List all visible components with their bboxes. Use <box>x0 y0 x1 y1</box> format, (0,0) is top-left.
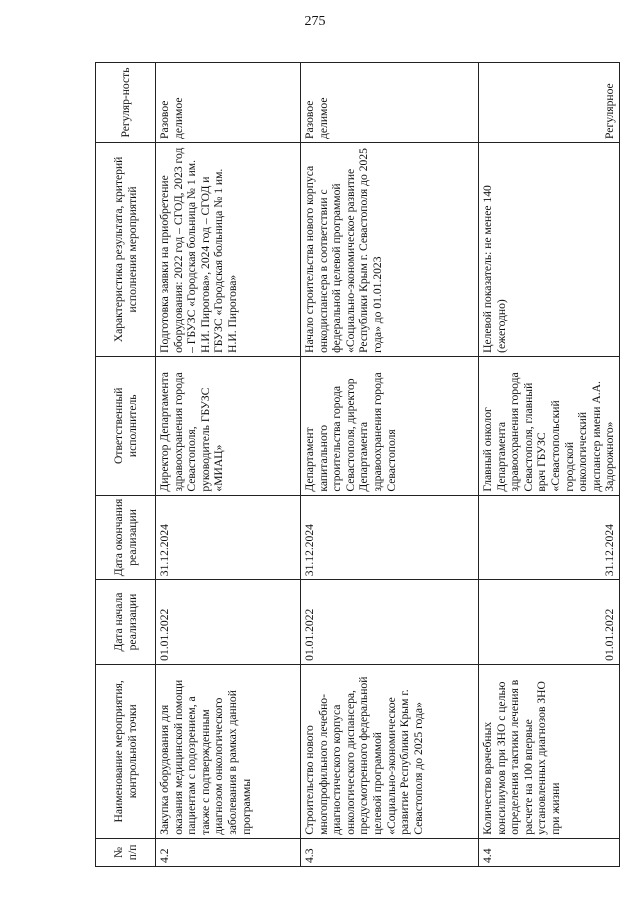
table-header-row <box>96 63 156 867</box>
rotated-table-sheet <box>95 62 617 867</box>
row-responsible: Главный онколог Департамента здравоохранения города Севастополя, главный врач ГБУЗС «Севастопольский городской онкологический диспансер имени А.А. Задорожного» <box>479 356 620 495</box>
row-result: Подготовка заявки на приобретение оборудования: 2022 год – СГОД, 2023 год – ГБУЗС «Городская больница № 1 им. Н.И. Пирогова», 2024 год – СГОД и ГБУЗС «Городская больница № 1 им. Н.И. Пирогова» <box>156 142 301 356</box>
table-row <box>479 63 620 867</box>
row-start: 01.01.2022 <box>301 580 479 665</box>
row-responsible: Директор Департамента здравоохранения города Севастополя, руководитель ГБУЗС «МИАЦ» <box>156 356 301 495</box>
header-regularity: Регуляр-ность <box>96 63 156 143</box>
row-end: 31.12.2024 <box>301 495 479 580</box>
header-result: Характеристика результата, критерий исполнения мероприятий <box>96 142 156 356</box>
row-name: Закупка оборудования для оказания медицинской помощи пациентам с подозрением, а также с подтвержденным диагнозом онкологического заболевания в рамках данной программы <box>156 664 301 838</box>
row-responsible: Департамент капитального строительства города Севастополя, директор Департамента здравоохранения города Севастополя <box>301 356 479 495</box>
row-num: 4.4 <box>479 838 620 866</box>
header-num: № п/п <box>96 838 156 866</box>
row-end: 31.12.2024 <box>156 495 301 580</box>
row-result: Целевой показатель: не менее 140 (ежегодно) <box>479 142 620 356</box>
table-row <box>301 63 479 867</box>
row-end: 31.12.2024 <box>479 495 620 580</box>
page-number: 275 <box>304 14 326 29</box>
measures-table <box>95 62 620 867</box>
header-end: Дата окончания реализации <box>96 495 156 580</box>
row-regularity: Разовое делимое <box>301 63 479 143</box>
header-responsible: Ответственный исполнитель <box>96 356 156 495</box>
row-num: 4.2 <box>156 838 301 866</box>
table-row <box>156 63 301 867</box>
row-result: Начало строительства нового корпуса онкодиспансера в соответствии с федеральной целевой программой «Социально-экономическое развитие Республики Крым г. Севастополя до 2025 года» до 01.01.2023 <box>301 142 479 356</box>
header-name: Наименование мероприятия, контрольной точки <box>96 664 156 838</box>
row-regularity: Регулярное <box>479 63 620 143</box>
row-regularity: Разовое делимое <box>156 63 301 143</box>
row-num: 4.3 <box>301 838 479 866</box>
row-name: Строительство нового многопрофильного лечебно-диагностического корпуса онкологического диспансера, предусмотренного федеральной целевой программой «Социально-экономическое развитие Республики Крым г. Севастополя до 2025 года» <box>301 664 479 838</box>
row-start: 01.01.2022 <box>479 580 620 665</box>
header-start: Дата начала реализации <box>96 580 156 665</box>
row-start: 01.01.2022 <box>156 580 301 665</box>
row-name: Количество врачебных консилиумов при ЗНО с целью определения тактики лечения в расчете на 100 впервые установленных диагнозов ЗНО при жизни <box>479 664 620 838</box>
